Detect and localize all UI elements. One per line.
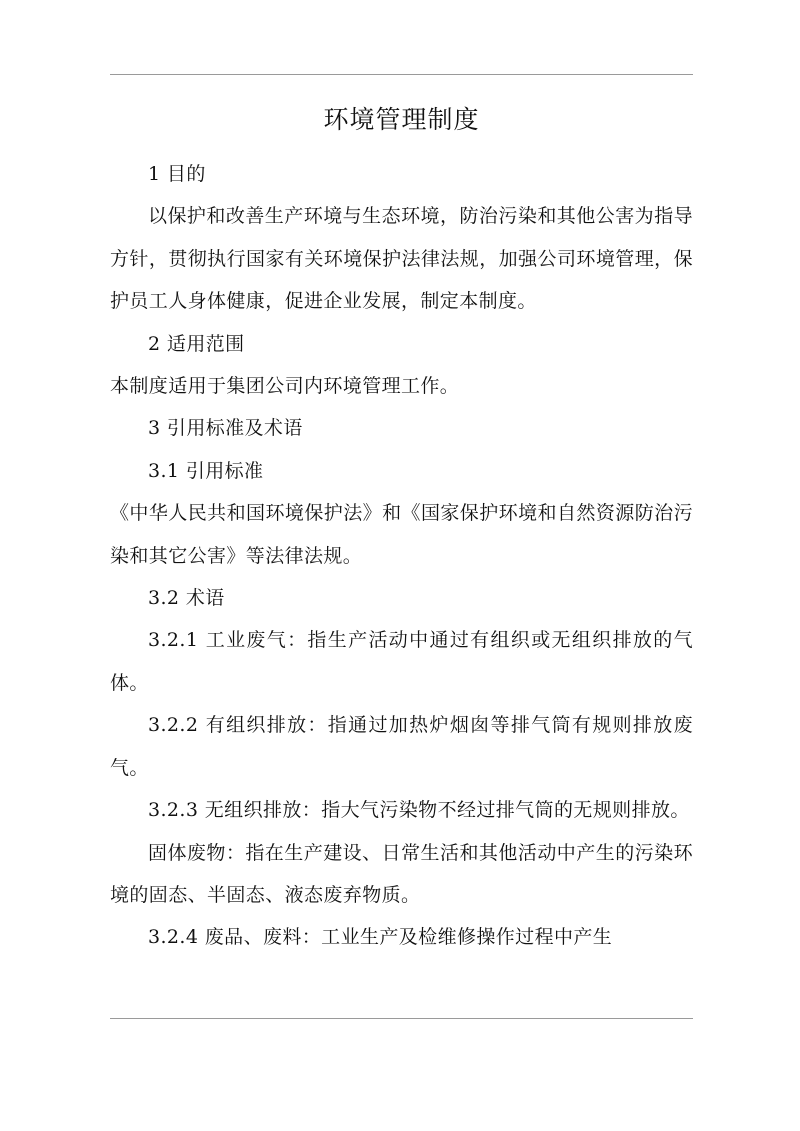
paragraph: 3.1 引用标准: [148, 459, 264, 482]
paragraph: 1 目的: [148, 163, 206, 185]
document-body: [110, 153, 693, 959]
paragraph: 本制度适用于集团公司内环境管理工作。: [110, 375, 460, 398]
paragraph: 3.2 术语: [148, 587, 225, 610]
paragraph: 3.2.4 废品、废料：工业生产及检维修操作过程中产生: [148, 926, 613, 949]
document-title: 环境管理制度: [323, 105, 480, 134]
paragraph: 固体废物：指在生产建设、日常生活和其他活动中产生的污染环境的固态、半固态、液态废弃物质。: [110, 841, 693, 906]
paragraph: 3 引用标准及术语: [148, 417, 303, 440]
paragraph: 2 适用范围: [148, 332, 245, 355]
paragraph: 以保护和改善生产环境与生态环境，防治污染和其他公害为指导方针，贯彻执行国家有关环境保护法律法规，加强公司环境管理，保护员工人身体健康，促进企业发展，制定本制度。: [110, 205, 693, 313]
paragraph: 3.2.3 无组织排放：指大气污染物不经过排气筒的无规则排放。: [148, 799, 690, 822]
header-rule: [110, 74, 693, 75]
paragraph: 3.2.1 工业废气：指生产活动中通过有组织或无组织排放的气体。: [110, 629, 693, 694]
paragraph: 《中华人民共和国环境保护法》和《国家保护环境和自然资源防治污染和其它公害》等法律法规。: [110, 502, 693, 567]
footer-rule: [110, 1018, 693, 1019]
paragraph: 3.2.2 有组织排放：指通过加热炉烟囱等排气筒有规则排放废气。: [110, 714, 693, 779]
